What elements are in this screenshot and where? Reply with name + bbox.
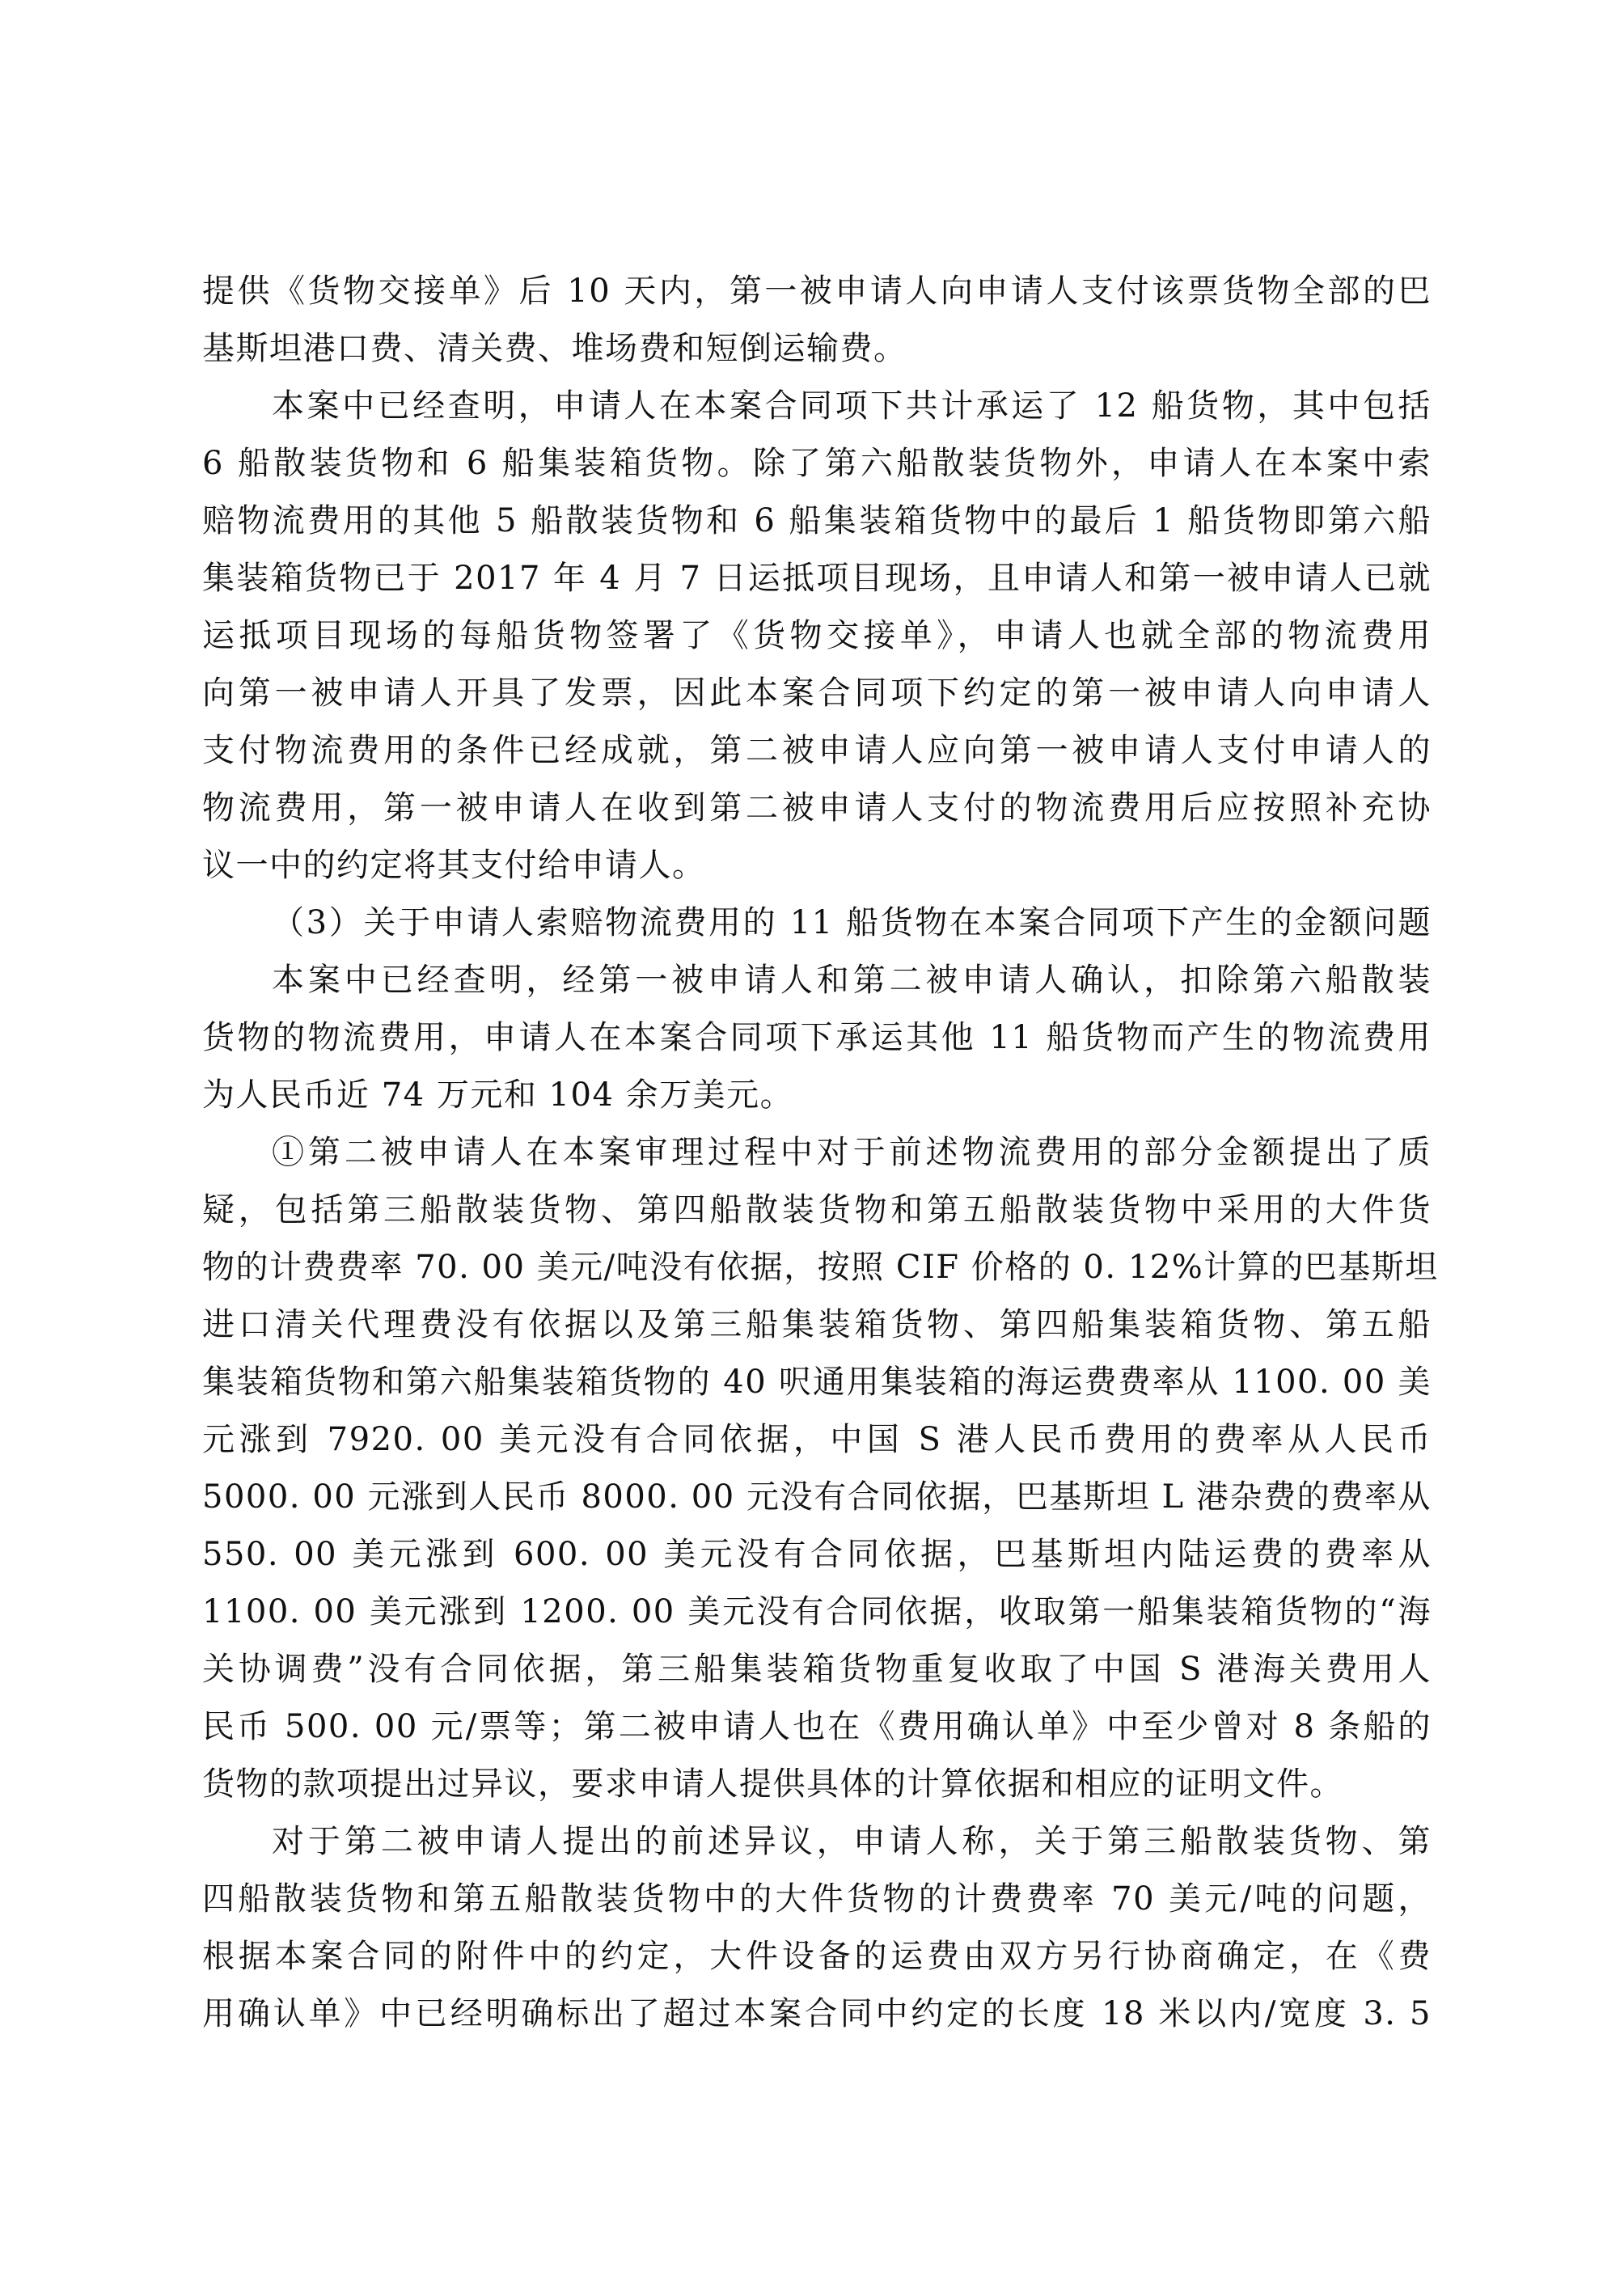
text-line: （3）关于申请人索赔物流费用的 11 船货物在本案合同项下产生的金额问题 bbox=[272, 904, 1432, 941]
text-line: 疑，包括第三船散装货物、第四船散装货物和第五船散装货物中采用的大件货 bbox=[202, 1191, 1432, 1228]
text-line: 四船散装货物和第五船散装货物中的大件货物的计费费率 70 美元/吨的问题， bbox=[202, 1880, 1432, 1918]
text-line: 集装箱货物已于 2017 年 4 月 7 日运抵项目现场，且申请人和第一被申请人已就 bbox=[202, 560, 1432, 597]
text-line: 对于第二被申请人提出的前述异议，申请人称，关于第三船散装货物、第 bbox=[272, 1823, 1432, 1860]
text-line: 物的计费费率 70. 00 美元/吨没有依据，按照 CIF 价格的 0. 12%计算的巴基斯坦 bbox=[202, 1249, 1439, 1286]
text-line: 5000. 00 元涨到人民币 8000. 00 元没有合同依据，巴基斯坦 L 港杂费的费率从 bbox=[202, 1478, 1432, 1516]
text-line: 根据本案合同的附件中的约定，大件设备的运费由双方另行协商确定，在《费 bbox=[202, 1938, 1432, 1975]
text-line: 本案中已经查明，经第一被申请人和第二被申请人确认，扣除第六船散装 bbox=[272, 962, 1432, 999]
text-line: 赔物流费用的其他 5 船散装货物和 6 船集装箱货物中的最后 1 船货物即第六船 bbox=[202, 502, 1432, 539]
text-line: 运抵项目现场的每船货物签署了《货物交接单》，申请人也就全部的物流费用 bbox=[202, 617, 1432, 654]
text-line: 6 船散装货物和 6 船集装箱货物。除了第六船散装货物外，申请人在本案中索 bbox=[202, 445, 1432, 482]
document-body bbox=[202, 263, 1439, 2043]
text-line: 为人民币近 74 万元和 104 余万美元。 bbox=[202, 1076, 794, 1114]
text-line: 货物的款项提出过异议，要求申请人提供具体的计算依据和相应的证明文件。 bbox=[202, 1766, 1343, 1803]
text-line: 集装箱货物和第六船集装箱货物的 40 呎通用集装箱的海运费费率从 1100. 00 美 bbox=[202, 1364, 1432, 1401]
text-line: 本案中已经查明，申请人在本案合同项下共计承运了 12 船货物，其中包括 bbox=[272, 387, 1432, 425]
text-line: 支付物流费用的条件已经成就，第二被申请人应向第一被申请人支付申请人的 bbox=[202, 732, 1432, 769]
text-line: 提供《货物交接单》后 10 天内，第一被申请人向申请人支付该票货物全部的巴 bbox=[202, 273, 1432, 310]
text-line: 进口清关代理费没有依据以及第三船集装箱货物、第四船集装箱货物、第五船 bbox=[202, 1306, 1432, 1343]
text-line: 议一中的约定将其支付给申请人。 bbox=[202, 847, 706, 884]
text-line: 民币 500. 00 元/票等；第二被申请人也在《费用确认单》中至少曾对 8 条船的 bbox=[202, 1708, 1432, 1745]
text-line: 物流费用，第一被申请人在收到第二被申请人支付的物流费用后应按照补充协 bbox=[202, 789, 1432, 827]
text-line: 关协调费”没有合同依据，第三船集装箱货物重复收取了中国 S 港海关费用人 bbox=[202, 1651, 1432, 1688]
text-line: ①第二被申请人在本案审理过程中对于前述物流费用的部分金额提出了质 bbox=[272, 1134, 1432, 1171]
text-line: 1100. 00 美元涨到 1200. 00 美元没有合同依据，收取第一船集装箱货物的“海 bbox=[202, 1593, 1432, 1630]
text-line: 货物的物流费用，申请人在本案合同项下承运其他 11 船货物而产生的物流费用 bbox=[202, 1019, 1432, 1056]
text-line: 向第一被申请人开具了发票，因此本案合同项下约定的第一被申请人向申请人 bbox=[202, 674, 1432, 712]
text-line: 550. 00 美元涨到 600. 00 美元没有合同依据，巴基斯坦内陆运费的费率从 bbox=[202, 1536, 1432, 1573]
text-line: 基斯坦港口费、清关费、堆场费和短倒运输费。 bbox=[202, 330, 907, 367]
text-line: 用确认单》中已经明确标出了超过本案合同中约定的长度 18 米以内/宽度 3. 5 bbox=[202, 1995, 1432, 2032]
text-line: 元涨到 7920. 00 美元没有合同依据，中国 S 港人民币费用的费率从人民币 bbox=[202, 1421, 1432, 1458]
